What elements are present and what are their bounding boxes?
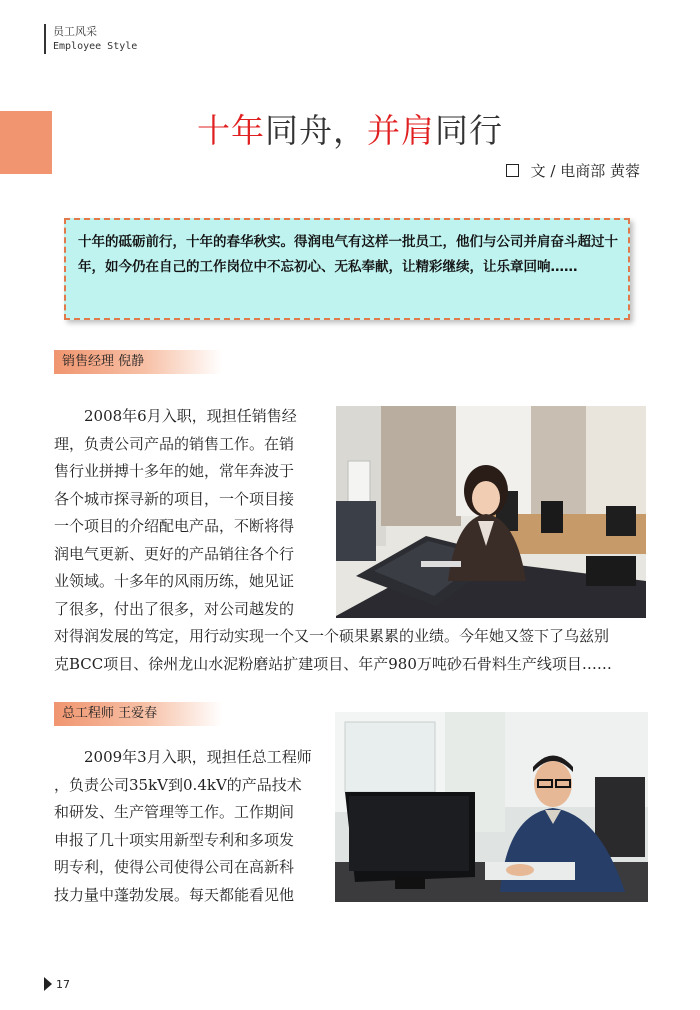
paragraph-line: 明专利，使得公司使得公司在高新科	[54, 858, 295, 876]
paragraph-line: 理，负责公司产品的销售工作。在销	[54, 434, 295, 453]
paragraph-line: 一个项目的介绍配电产品，不断将得	[54, 517, 295, 535]
page-number	[44, 977, 70, 991]
page-number-text: 17	[56, 978, 70, 991]
paragraph-line: 和研发、生产管理等工作。工作期间	[54, 803, 295, 821]
paragraph-line: 2008年6月入职，现担任销售经	[54, 407, 297, 425]
paragraph-line: 对得润发展的笃定，用行动实现一个又一个硕果累累的业绩。今年她又签下了乌兹别	[54, 627, 610, 645]
section-name-cn: 员工风采	[53, 25, 97, 38]
chief-engineer-paragraph	[54, 744, 334, 909]
sales-manager-photo	[336, 406, 646, 618]
paragraph-line: 润电气更新、更好的产品销往各个行	[54, 544, 295, 563]
section-label-sales-manager: 销售经理 倪静	[54, 350, 222, 374]
title-part-4: 同行	[435, 111, 503, 150]
section-label-chief-engineer: 总工程师 王爱春	[54, 702, 222, 726]
office-desk-image	[335, 712, 648, 902]
intro-box: 十年的砥砺前行，十年的春华秋实。得润电气有这样一批员工，他们与公司并肩奋斗超过十年，如今仍在自己的工作岗位中不忘初心、无私奉献，让精彩继续，让乐章回响……	[64, 218, 630, 320]
title-part-1: 十年	[197, 111, 265, 150]
paragraph-line: ，负责公司35kV到0.4kV的产品技术	[54, 775, 302, 794]
triangle-marker-icon	[44, 977, 52, 991]
paragraph-line: 克BCC项目、徐州龙山水泥粉磨站扩建项目、年产980万吨砂石骨料生产线项目……	[54, 654, 612, 673]
sales-manager-paragraph-continued	[54, 623, 654, 678]
paragraph-line: 各个城市探寻新的项目，一个项目接	[54, 489, 295, 508]
title-part-3: 并肩	[367, 111, 435, 150]
chief-engineer-photo	[335, 712, 648, 902]
paragraph-line: 业领域。十多年的风雨历练，她见证	[54, 572, 295, 590]
sales-manager-paragraph	[54, 403, 334, 623]
paragraph-line: 申报了几十项实用新型专利和多项发	[54, 830, 295, 849]
section-name-en: Employee Style	[53, 41, 138, 52]
title-part-2: 同舟，	[265, 111, 367, 150]
office-meeting-room-image	[336, 406, 646, 618]
byline-text: 文 / 电商部 黄蓉	[530, 162, 640, 180]
article-title	[0, 105, 700, 152]
byline	[506, 160, 640, 181]
paragraph-line: 了很多，付出了很多，对公司越发的	[54, 599, 295, 618]
paragraph-line: 技力量中蓬勃发展。每天都能看见他	[54, 885, 295, 904]
paragraph-line: 售行业拼搏十多年的她，常年奔波于	[54, 462, 295, 480]
paragraph-line: 2009年3月入职，现担任总工程师	[54, 748, 312, 766]
section-header	[44, 24, 137, 54]
checkbox-square-icon	[506, 164, 519, 177]
